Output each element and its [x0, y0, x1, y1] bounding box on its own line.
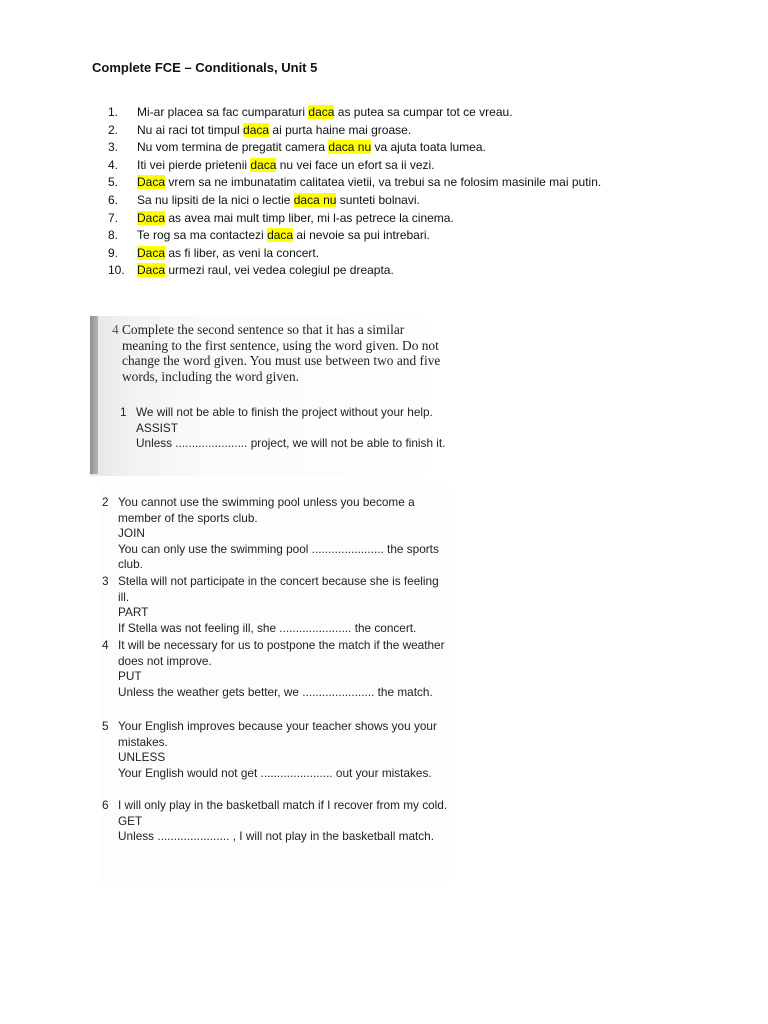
exercise-answer-line: You can only use the swimming pool ...................... the sports club.	[118, 541, 439, 572]
key-word: PART	[118, 605, 149, 620]
highlight: Daca	[137, 263, 166, 278]
item-number: 9.	[108, 245, 119, 260]
exercise-prompt: Stella will not participate in the concert because she is feeling ill.	[118, 574, 439, 604]
list-item	[108, 104, 601, 122]
highlight: daca nu	[293, 192, 337, 207]
list-item	[108, 262, 601, 280]
key-word: UNLESS	[118, 750, 166, 765]
key-word: ASSIST	[136, 420, 178, 435]
item-number: 5.	[108, 175, 119, 190]
exercise-answer-line: Unless the weather gets better, we ...................... the match.	[118, 684, 433, 699]
exercise-number: 4	[112, 322, 119, 337]
sentence-list	[108, 104, 601, 280]
item-text: Daca urmezi raul, vei vedea colegiul pe dreapta.	[137, 263, 394, 278]
exercise-item-number: 5	[102, 719, 109, 733]
item-number: 7.	[108, 210, 119, 225]
highlight: daca nu	[328, 140, 372, 155]
item-number: 1.	[108, 105, 119, 119]
highlight: Daca	[137, 175, 166, 190]
instruction-text: Complete the second sentence so that it has a similar meaning to the first sentence, using the word given. Do not change the word given. You must use between two and five words, including the word given.	[122, 322, 441, 384]
exercise-prompt: I will only play in the basketball match if I recover from my cold.	[118, 798, 448, 812]
item-number: 10.	[108, 263, 125, 278]
exercise-item	[102, 638, 448, 700]
item-text: Iti vei pierde prietenii daca nu vei face un efort sa ii vezi.	[137, 157, 435, 172]
item-text: Mi-ar placea sa fac cumparaturi daca as putea sa cumpar tot ce vreau.	[137, 105, 513, 119]
exercise-item-number: 2	[102, 495, 109, 509]
list-item	[108, 245, 601, 263]
item-number: 3.	[108, 140, 119, 155]
exercise-prompt: Your English improves because your teacher shows you your mistakes.	[118, 719, 437, 749]
item-text: Daca as fi liber, as veni la concert.	[137, 245, 320, 260]
exercise-answer-line: Your English would not get ...................... out your mistakes.	[118, 765, 432, 780]
item-text: Nu ai raci tot timpul daca ai purta haine mai groase.	[137, 122, 412, 137]
exercise-item	[102, 719, 448, 781]
item-text: Daca vrem sa ne imbunatatim calitatea vietii, va trebui sa ne folosim masinile mai putin.	[137, 175, 602, 190]
highlight: daca	[243, 122, 270, 137]
key-word: JOIN	[118, 526, 145, 541]
item-text: Te rog sa ma contactezi daca ai nevoie sa pui intrebari.	[137, 228, 430, 243]
exercise-item	[120, 405, 446, 452]
item-number: 2.	[108, 122, 119, 137]
list-item	[108, 157, 601, 175]
highlight: daca	[308, 105, 335, 119]
list-item	[108, 210, 601, 228]
exercise-item	[102, 574, 448, 636]
list-item	[108, 139, 601, 157]
item-text: Daca as avea mai mult timp liber, mi l-as petrece la cinema.	[137, 210, 454, 225]
exercise-item-number: 1	[120, 405, 127, 419]
exercise-answer-line: Unless ...................... project, we will not be able to finish it.	[136, 436, 446, 451]
exercise-instruction	[112, 322, 452, 384]
exercise-item-number: 3	[102, 574, 109, 588]
exercise-item-number: 4	[102, 638, 109, 652]
exercise-prompt: You cannot use the swimming pool unless you become a member of the sports club.	[118, 495, 415, 525]
list-item	[108, 192, 601, 210]
exercise-item	[102, 495, 448, 573]
page-edge-shadow	[90, 316, 98, 474]
highlight: Daca	[137, 245, 166, 260]
list-item	[108, 174, 601, 192]
item-number: 6.	[108, 192, 119, 207]
highlight: daca	[250, 157, 277, 172]
item-text: Sa nu lipsiti de la nici o lectie daca nu sunteti bolnavi.	[137, 192, 420, 207]
exercise-item	[102, 798, 448, 845]
list-item	[108, 122, 601, 140]
page-title: Complete FCE – Conditionals, Unit 5	[92, 60, 318, 75]
key-word: PUT	[118, 669, 142, 684]
highlight: Daca	[137, 210, 166, 225]
item-number: 4.	[108, 157, 119, 172]
exercise-answer-line: If Stella was not feeling ill, she ...................... the concert.	[118, 620, 417, 635]
key-word: GET	[118, 813, 143, 828]
exercise-prompt: We will not be able to finish the project without your help.	[136, 405, 433, 419]
highlight: daca	[267, 228, 294, 243]
item-number: 8.	[108, 228, 119, 243]
exercise-prompt: It will be necessary for us to postpone the match if the weather does not improve.	[118, 638, 445, 668]
list-item	[108, 227, 601, 245]
item-text: Nu vom termina de pregatit camera daca nu va ajuta toata lumea.	[137, 140, 486, 155]
exercise-answer-line: Unless ...................... , I will not play in the basketball match.	[118, 829, 435, 844]
exercise-item-number: 6	[102, 798, 109, 812]
